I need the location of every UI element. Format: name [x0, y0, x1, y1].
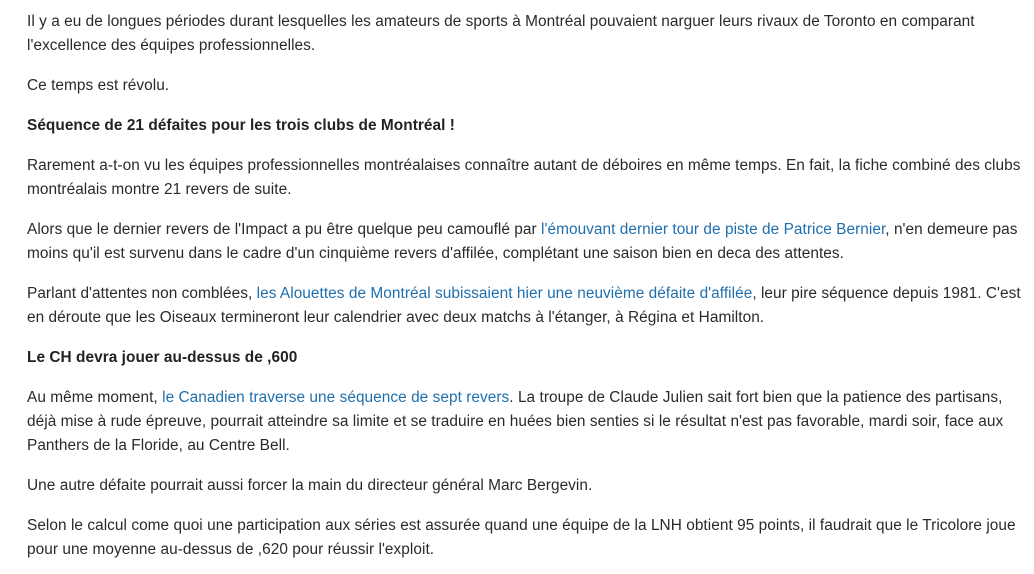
link-patrice-bernier[interactable]: l'émouvant dernier tour de piste de Patrice Bernier	[541, 221, 886, 238]
link-canadien[interactable]: le Canadien traverse une séquence de sept revers	[162, 389, 510, 406]
subheading-sequence: Séquence de 21 défaites pour les trois clubs de Montréal !	[27, 117, 455, 134]
text-segment: , leur pire séquence depuis 1981. C'est en déroute que les Oiseaux termineront leur calendrier avec deux matchs à l'étanger, à Régina et Hamilton.	[27, 285, 1021, 326]
text-segment: . La troupe de Claude Julien sait fort bien que la patience des partisans, déjà mise à rude épreuve, pourrait atteindre sa limite et se traduire en huées bien senties si le résultat n'est pas favorable, mardi soir, face aux Panthers de la Floride, au Centre Bell.	[27, 389, 1004, 454]
paragraph-canadien	[27, 386, 1027, 458]
subheading-ch: Le CH devra jouer au-dessus de ,600	[27, 349, 298, 366]
text-segment: Parlant d'attentes non comblées,	[27, 285, 257, 302]
paragraph-intro: Il y a eu de longues périodes durant lesquelles les amateurs de sports à Montréal pouvaient narguer leurs rivaux de Toronto en comparant l'excellence des équipes professionnelles.	[27, 13, 975, 54]
paragraph-short: Ce temps est révolu.	[27, 77, 170, 94]
text-segment: Au même moment,	[27, 389, 163, 406]
paragraph-calcul: Selon le calcul come quoi une participation aux séries est assurée quand une équipe de la LNH obtient 95 points, il faudrait que le Tricolore joue pour une moyenne au-dessus de ,620 pour réussir l'exploit.	[27, 517, 1016, 558]
link-alouettes[interactable]: les Alouettes de Montréal subissaient hier une neuvième défaite d'affilée	[256, 285, 753, 302]
paragraph-alouettes	[27, 282, 1027, 330]
paragraph-bergevin: Une autre défaite pourrait aussi forcer la main du directeur général Marc Bergevin.	[27, 477, 593, 494]
text-segment: Alors que le dernier revers de l'Impact a pu être quelque peu camouflé par	[27, 221, 542, 238]
text-segment: , n'en demeure pas moins qu'il est survenu dans le cadre d'un cinquième revers d'affilée, complétant une saison bien en deca des attentes.	[27, 221, 1018, 262]
paragraph-rarely: Rarement a-t-on vu les équipes professionnelles montréalaises connaître autant de déboires en même temps. En fait, la fiche combiné des clubs montréalais montre 21 revers de suite.	[27, 157, 1021, 198]
paragraph-impact	[27, 218, 1027, 266]
